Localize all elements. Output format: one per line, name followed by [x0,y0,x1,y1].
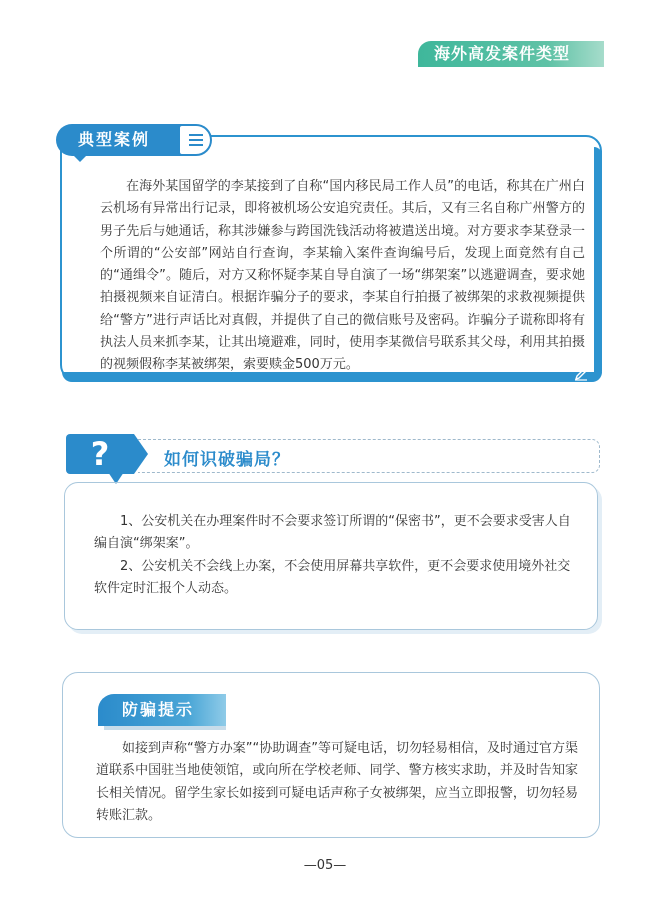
detect-section-heading: 如何识破骗局？ [164,450,290,470]
detect-point: 1、公安机关在办理案件时不会要求签订所谓的“保密书”，更不会要求受害人自编自演“绑架案”。 [94,514,571,552]
detect-points [94,511,582,600]
pen-icon [574,367,592,385]
list-lines-icon [178,124,212,156]
category-header-tag: 海外高发案件类型 [418,41,604,67]
case-frame-accent-right [594,147,602,379]
case-section-label: 典型案例 [56,124,186,156]
page-number: —05— [303,858,347,873]
tips-body-text: 如接到声称“警方办案”“协助调查”等可疑电话，切勿轻易相信，及时通过官方渠道联系中国驻当地使领馆，或向所在学校老师、同学、警方核实求助，并及时告知家长相关情况。留学生家长如接到可疑电话声称子女被绑架，应当立即报警，切勿轻易转账汇款。 [96,741,578,823]
case-body-text: 在海外某国留学的李某接到了自称“国内移民局工作人员”的电话，称其在广州白云机场有异常出行记录，即将被机场公安追究责任。其后，又有三名自称广州警方的男子先后与她通话，称其涉嫌参与跨国洗钱活动将被遣送出境。对方要求李某登录一个所谓的“公安部”网站自行查询，李某输入案件查询编号后，发现上面竟然有自己的“通缉令”。随后，对方又称怀疑李某自导自演了一场“绑架案”以逃避调查，要求她拍摄视频来自证清白。根据诈骗分子的要求，李某自行拍摄了被绑架的求救视频提供给“警方”进行声话比对真假，并提供了自己的微信账号及密码。诈骗分子谎称即将有执法人员来抓李某，让其出境避难，同时，使用李某微信号联系其父母，利用其拍摄的视频假称李某被绑架，索要赎金500万元。 [100,179,585,373]
tips-section-label: 防骗提示 [98,694,226,726]
question-mark-icon: ? [90,435,110,473]
detect-point: 2、公安机关不会线上办案，不会使用屏幕共享软件，更不会要求使用境外社交软件定时汇报个人动态。 [94,558,571,596]
